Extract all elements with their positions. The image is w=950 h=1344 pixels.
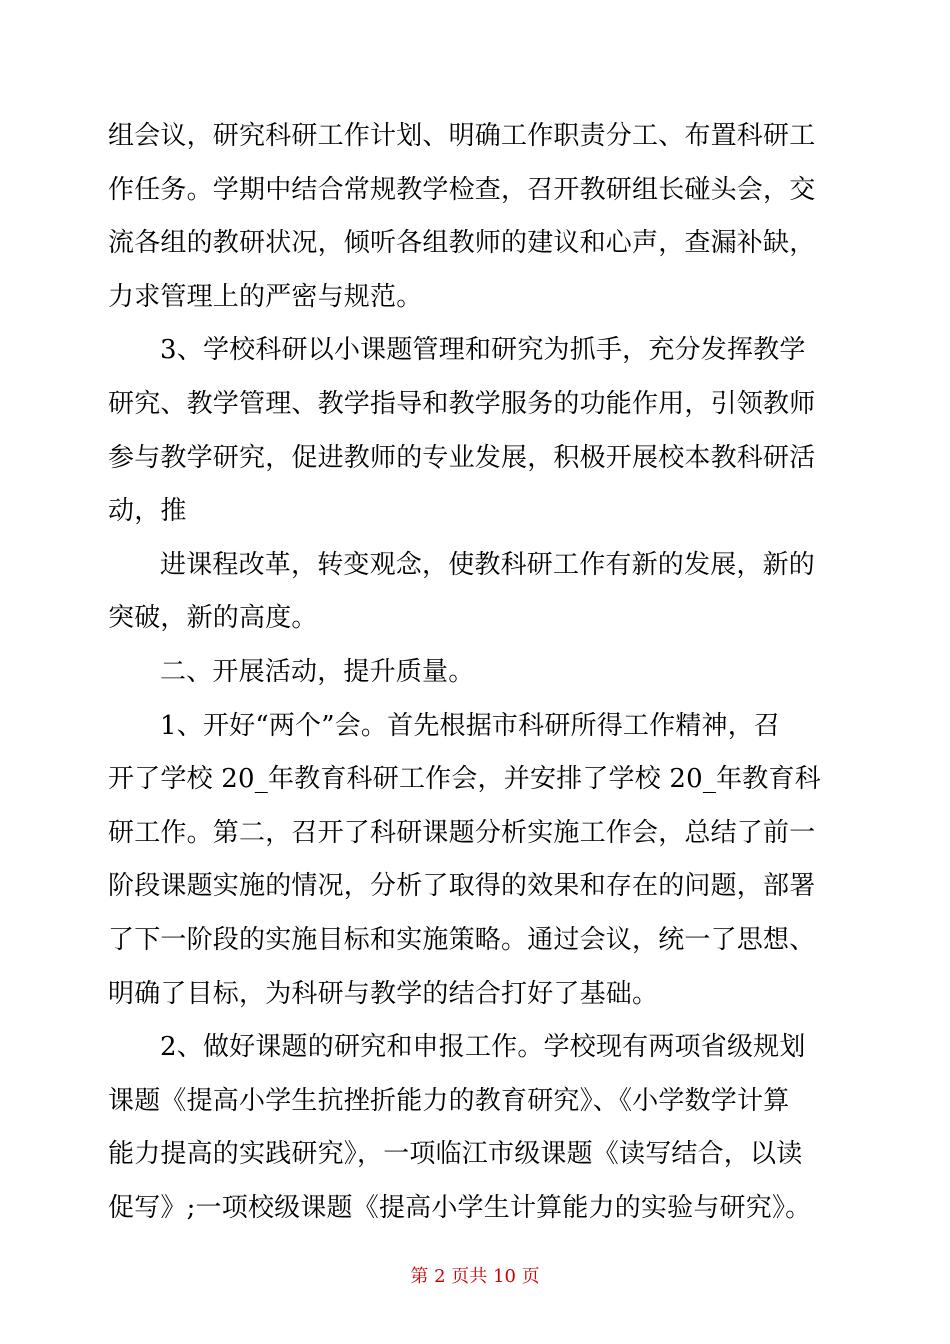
text-line: 1、开好“两个”会。首先根据市科研所得工作精神，召 <box>160 710 781 741</box>
text-line: 力求管理上的严密与规范。 <box>108 281 423 312</box>
text-line: 参与教学研究，促进教师的专业发展，积极开展校本教科研活 <box>108 442 816 473</box>
text-line: 开了学校 20_年教育科研工作会，并安排了学校 20_年教育科 <box>108 764 821 795</box>
text-line: 3、学校科研以小课题管理和研究为抓手，充分发挥教学 <box>160 335 806 366</box>
text-line: 突破，新的高度。 <box>108 603 318 634</box>
text-line: 了下一阶段的实施目标和实施策略。通过会议，统一了思想、 <box>108 924 816 955</box>
text-line: 研工作。第二，召开了科研课题分析实施工作会，总结了前一 <box>108 817 816 848</box>
text-line: 二、开展活动，提升质量。 <box>160 656 475 687</box>
text-line: 动，推 <box>108 496 187 527</box>
text-line: 促写》;一项校级课题《提高小学生计算能力的实验与研究》。 <box>108 1192 812 1223</box>
text-line: 流各组的教研状况，倾听各组教师的建议和心声，查漏补缺， <box>108 228 816 259</box>
text-line: 作任务。学期中结合常规教学检查，召开教研组长碰头会，交 <box>108 174 816 205</box>
text-line: 2、做好课题的研究和申报工作。学校现有两项省级规划 <box>160 1032 806 1063</box>
text-line: 阶段课题实施的情况，分析了取得的效果和存在的问题，部署 <box>108 871 816 902</box>
text-line: 研究、教学管理、教学指导和教学服务的功能作用，引领教师 <box>108 388 816 419</box>
document-body <box>108 110 848 1235</box>
text-line: 进课程改革，转变观念，使教科研工作有新的发展，新的 <box>160 549 816 580</box>
text-line: 课题《提高小学生抗挫折能力的教育研究》、《小学数学计算 <box>108 1085 790 1116</box>
page-number-footer: 第 2 页共 10 页 <box>410 1266 540 1287</box>
text-line: 明确了目标，为科研与教学的结合打好了基础。 <box>108 978 659 1009</box>
text-line: 组会议，研究科研工作计划、明确工作职责分工、布置科研工 <box>108 121 816 151</box>
text-line: 能力提高的实践研究》，一项临江市级课题《读写结合，以读 <box>108 1139 803 1170</box>
